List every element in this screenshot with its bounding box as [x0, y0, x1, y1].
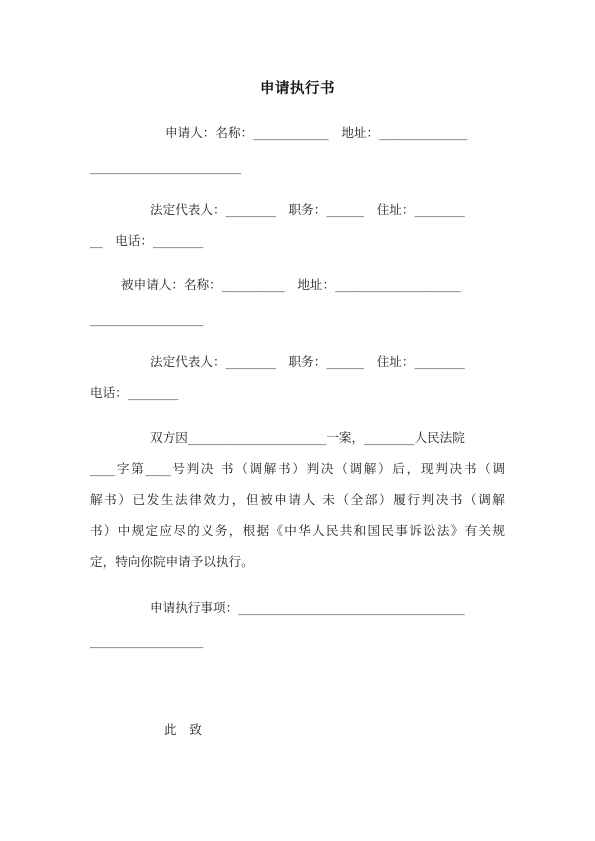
body-line-5: 定，特向你院申请予以执行。 — [90, 554, 254, 569]
body-line-2: ____字第____号判决 书（调解书）判决（调解）后，现判决书（调 — [90, 461, 505, 476]
respondent-line: 被申请人：名称：__________ 地址：____________________ — [121, 277, 462, 292]
applicant-representative-line: 法定代表人：________ 职务：______ 住址：________ — [150, 202, 465, 217]
matters-line-continuation: __________________ — [90, 633, 204, 648]
respondent-representative-line: 法定代表人：________ 职务：______ 住址：________ — [150, 354, 465, 369]
matters-line: 申请执行事项：____________________________________ — [150, 600, 465, 615]
body-line-4: 书）中规定应尽的义务，根据《中华人民共和国民事诉讼法》有关规 — [90, 523, 505, 538]
respondent-representative-line-continuation: 电话：________ — [90, 385, 179, 400]
applicant-representative-line-continuation: __ 电话：________ — [90, 233, 204, 248]
document-title: 申请执行书 — [260, 80, 335, 97]
respondent-line-continuation: __________________ — [90, 311, 204, 326]
body-line-3: 解书）已发生法律效力，但被申请人 未（全部）履行判决书（调解 — [90, 492, 505, 507]
applicant-line: 申请人：名称：____________ 地址：______________ — [165, 125, 468, 140]
body-line-1: 双方因______________________一案，________人民法院 — [150, 430, 465, 445]
applicant-line-continuation: ________________________ — [90, 159, 242, 174]
closing-salutation: 此 致 — [164, 722, 202, 737]
